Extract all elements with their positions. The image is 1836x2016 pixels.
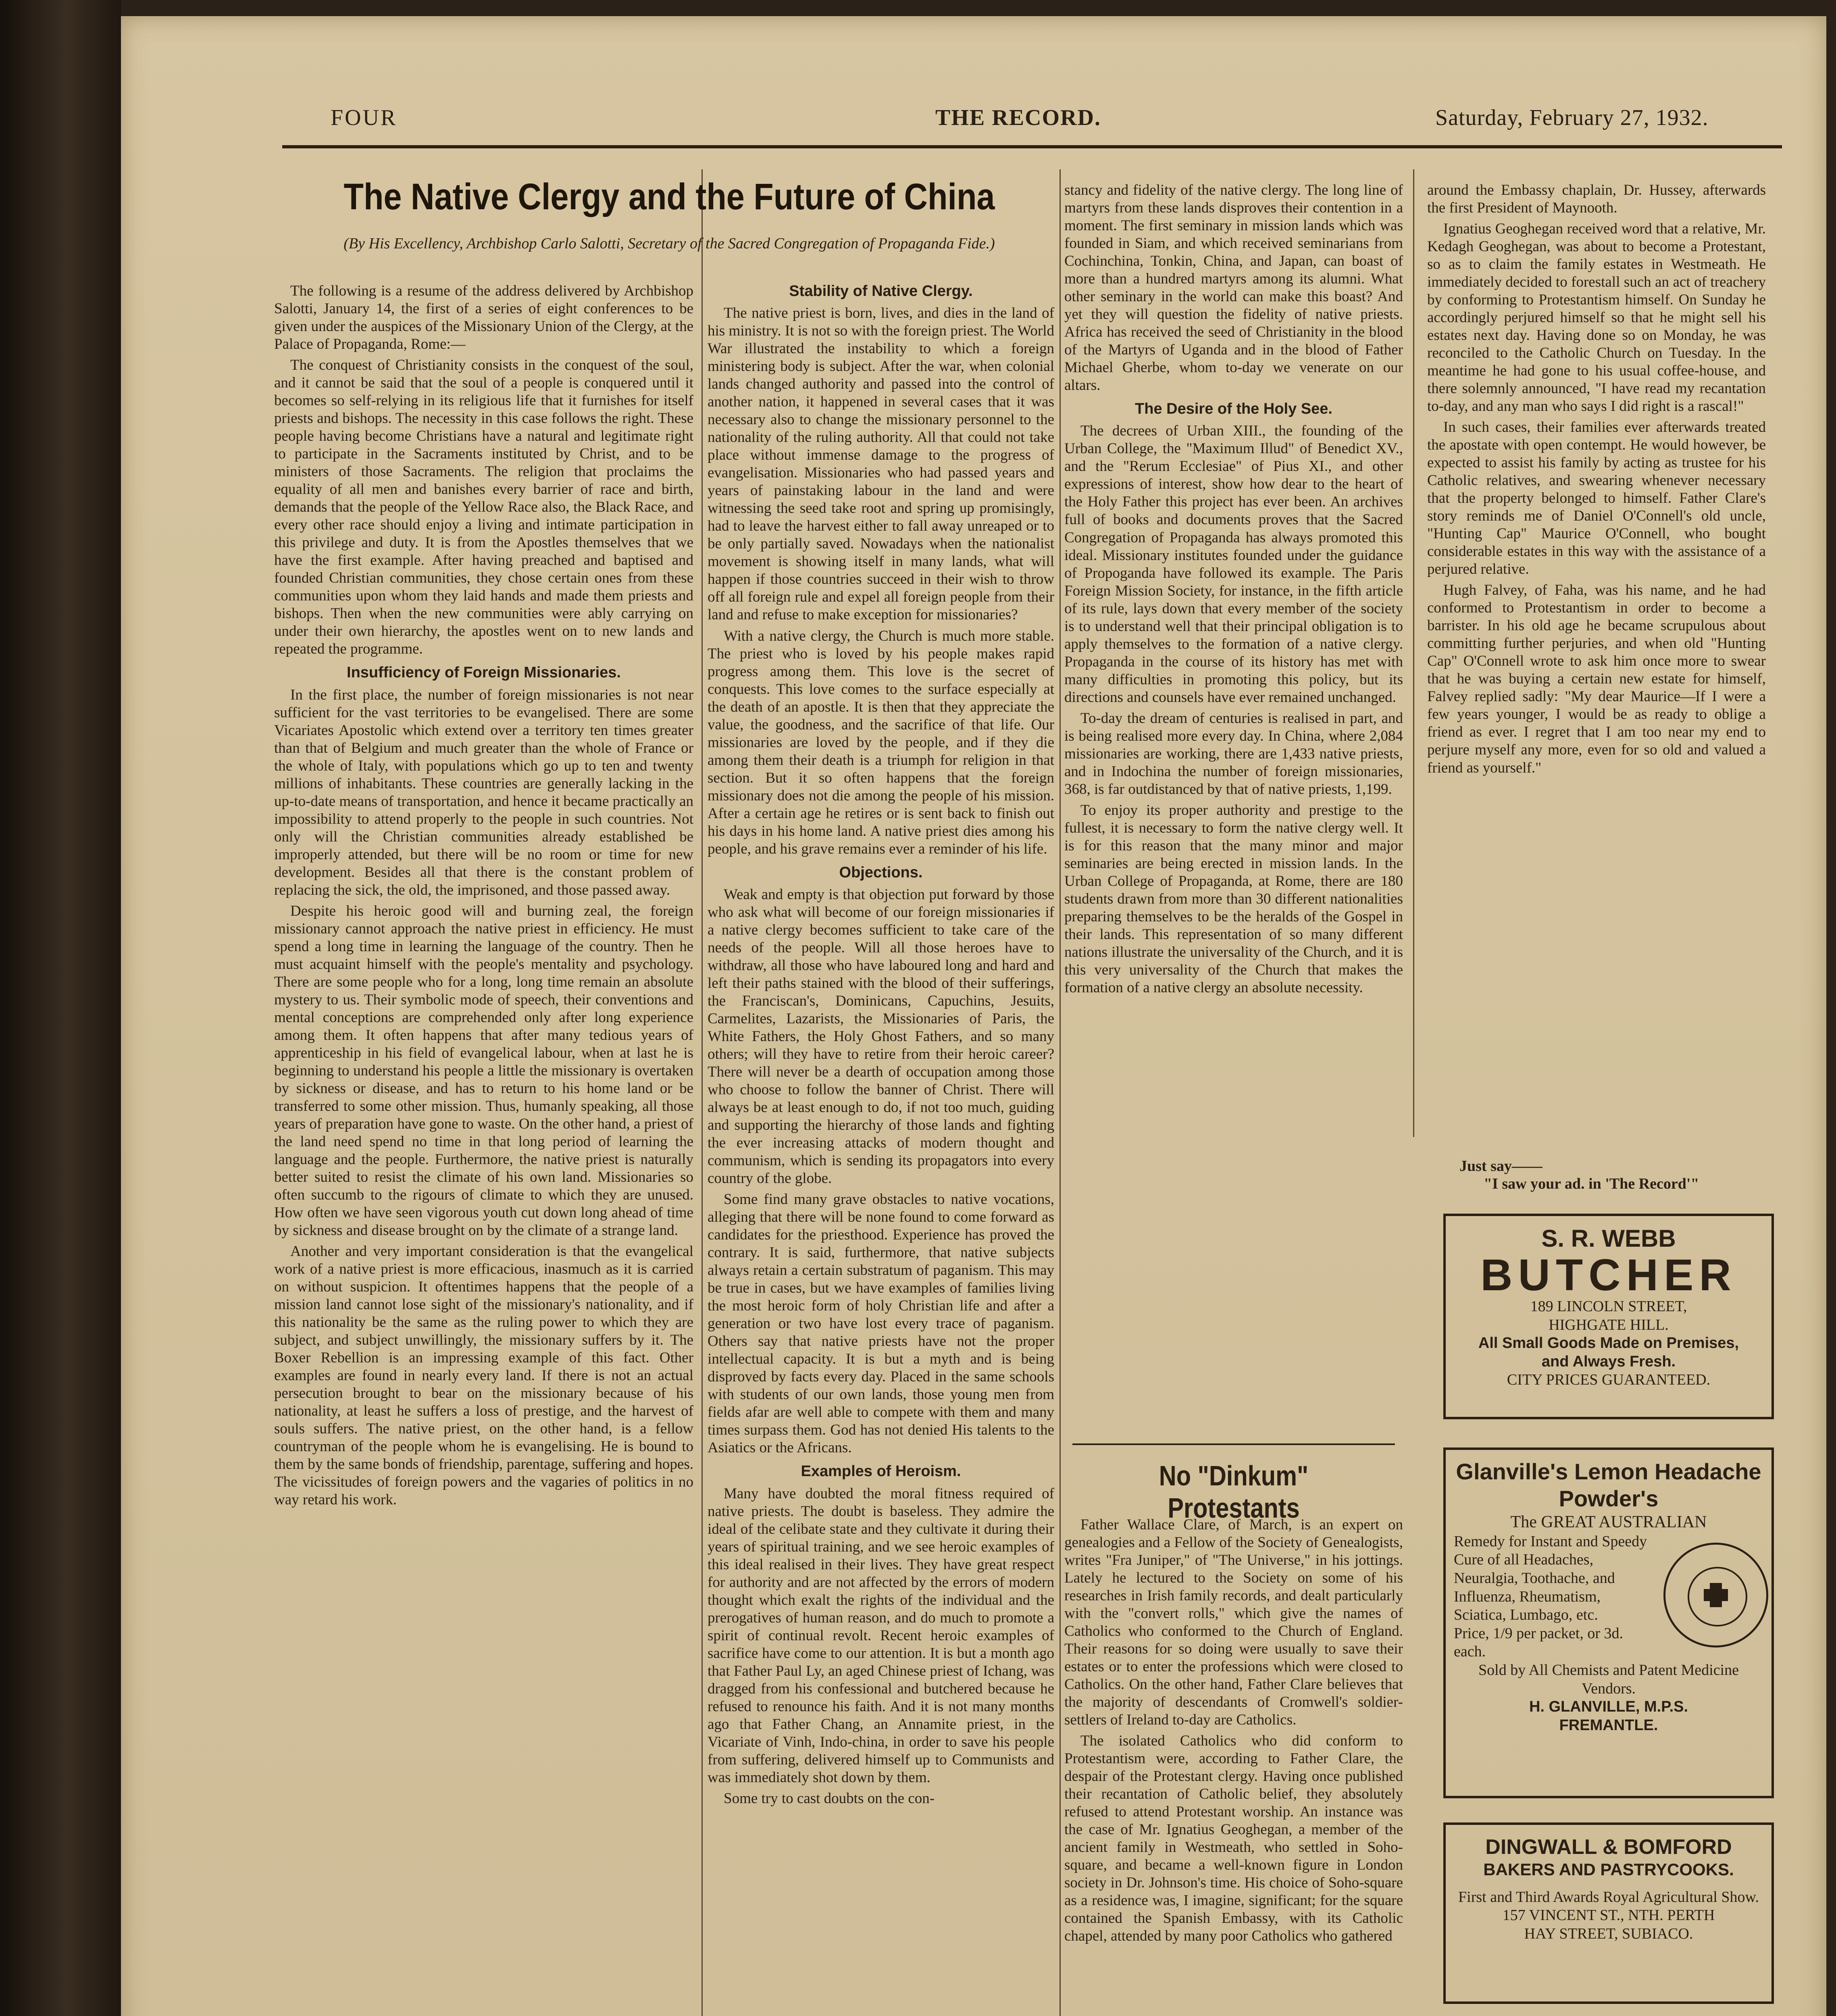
ad-line: HAY STREET, SUBIACO.	[1524, 1925, 1693, 1942]
paragraph: Father Wallace Clare, of March, is an expert on genealogies and a Fellow of the Society of Genealogists, writes "Fra Juniper," of "The Universe," in his jottings. Lately he lectured to the Society on some of his researches in Irish family records, and dealt particularly with the "convert rolls," which give the names of Catholics who conformed to the Church of England. Their reasons for so doing were usually to save their estates or to enter the professions which were closed to Catholics. On the other hand, Father Clare believes that the majority of descendants of Cromwell's soldier-settlers of Ireland to-day are Catholics.	[1064, 1516, 1403, 1729]
seal-logo	[1663, 1543, 1768, 1647]
ad-line: All Small Goods Made on Premises,	[1478, 1335, 1739, 1352]
paragraph: The following is a resume of the address delivered by Archbishop Salotti, January 14, the first of a series of eight conferences to be given under the auspices of the Missionary Union of the Clergy, at the Palace of Propaganda, Rome:—	[274, 283, 693, 353]
column-rule	[1060, 169, 1061, 2016]
paragraph: To-day the dream of centuries is realised in part, and is being realised more every day. In China, where 2,084 missionaries are working, there are 1,433 native priests, and in Indochina the number of foreign missionaries, 368, is far outdistanced by that of native priests, 1,199.	[1064, 710, 1403, 798]
paragraph: Another and very important consideration is that the evangelical work of a native priest is more efficacious, inasmuch as it is carried on without suspicion. It oftentimes happens that the people of a mission land cannot lose sight of the missionary's nationality, and if this nationality be the same as the ruling power to which they are subject, and subject unwillingly, the missionary suffers by it. The Boxer Rebellion is an impressing example of this fact. Other examples are found in nearly every land. If there is not an actual persecution brought to bear on the missionary because of his nationality, at least he suffers a loss of prestige, and the harvest of souls suffers. The native priest, on the other hand, is a fellow countryman of the people whom he is evangelising. He is bound to them by the same bonds of friendship, parentage, suffering and hopes. The vicissitudes of foreign powers and the vagaries of politics in no way retard his work.	[274, 1243, 693, 1508]
subheading: Objections.	[839, 864, 923, 881]
cross-icon	[1710, 1583, 1722, 1607]
ad-webb	[1443, 1214, 1774, 1419]
subheading: Insufficiency of Foreign Missionaries.	[347, 664, 621, 681]
paragraph: The isolated Catholics who did conform to Protestantism were, according to Father Clare, the despair of the Protestant clergy. Having once published their recantation of Catholic belief, they absolutely refused to attend Protestant worship. An instance was the case of Mr. Ignatius Geoghegan, a member of the ancient family in Westmeath, who settled in Soho-square, and became a well-known figure in London society in Dr. Johnson's time. His choice of Soho-square as a residence was, I imagine, significant; for the square contained the Spanish Embassy, with its Catholic chapel, attended by many poor Catholics who gathered	[1064, 1733, 1403, 1945]
subheading: Stability of Native Clergy.	[789, 283, 973, 300]
dinkum-column-continued	[1427, 181, 1766, 1137]
ad-line: CITY PRICES GUARANTEED.	[1507, 1371, 1711, 1389]
subheading: The Desire of the Holy See.	[1135, 400, 1332, 418]
paragraph: To enjoy its proper authority and prestige to the fullest, it is necessary to form the native clergy well. It is for this reason that the many minor and major seminaries are being erected in mission lands. In the Urban College of Propaganda, at Rome, there are 180 students drawn from more than 30 different nationalities preparing themselves to be the heralds of the Gospel in their lands. This representation of so many different nations illustrate the universality of the Church, and it is this very universality of the Church that makes the formation of a native clergy an absolute necessity.	[1064, 802, 1403, 996]
paragraph: Hugh Falvey, of Faha, was his name, and he had conformed to Protestantism in order to become a barrister. In his old age he became scrupulous about committing further perjuries, and when old "Hunting Cap" O'Connell wrote to ask him once more to swear that he was buying a certain new estate for himself, Falvey replied sadly: "My dear Maurice—If I were a few years younger, I would be as ready to oblige a friend as ever. I regret that I am too near my end to perjure myself any more, even for so old and valued a friend as yourself."	[1427, 582, 1766, 776]
article-column-2	[708, 282, 1054, 2016]
just-say-line: Just say——	[1459, 1158, 1542, 1175]
article-column-1	[274, 282, 693, 2016]
ad-line: FREMANTLE.	[1559, 1716, 1658, 1734]
article-title: The Native Clergy and the Future of China	[343, 176, 995, 217]
book-binding	[0, 0, 121, 2016]
paragraph: In the first place, the number of foreign missionaries is not near sufficient for the vast territories to be evangelised. There are some Vicariates Apostolic which extend over a territory ten times greater than that of Belgium and much greater than the whole of France or the whole of Italy, with populations which go up to ten and twenty millions of inhabitants. These countries are generally lacking in the up-to-date means of transportation, and hence it became practically an impossibility to attend properly to the people in such countries. Not only will the Christian communities already established be improperly attended, but there will be no room or time for new development. Besides all that there is the constant problem of replacing the sick, the old, the imprisoned, and those passed away.	[274, 686, 693, 898]
ad-line: First and Third Awards Royal Agricultural Show.	[1458, 1888, 1759, 1906]
ad-name: S. R. WEBB	[1541, 1225, 1676, 1252]
paragraph: Ignatius Geoghegan received word that a relative, Mr. Kedagh Geoghegan, was about to become a Protestant, so as to claim the family estates in Westmeath. He immediately decided to forestall such an act of treachery by conforming to Protestantism himself. On Sunday he accordingly perjured himself so that he might sell his estates next day. Having done so on Monday, he was reconciled to the Catholic Church on Tuesday. In the meantime he had gone to his usual coffee-house, and there solemnly announced, "I have read my recantation to-day, and any man who says I did right is a rascal!"	[1427, 221, 1766, 415]
paragraph: Despite his heroic good will and burning zeal, the foreign missionary cannot approach the native priest in efficiency. He must spend a long time in learning the language of the country. Then he must acquaint himself with the people's mentality and psychology. There are some people who for a long, long time remain an absolute mystery to us. Their symbolic mode of speech, their conventions and mental conceptions are comprehended only after long experience among them. It often happens that after many tedious years of apprenticeship in his field of evangelical labour, when at last he is beginning to understand his people a little the missionary is overtaken by sickness or disease, and has to return to his home land or be transferred to some other mission. Thus, humanly speaking, all those years of preparation have gone to waste. On the other hand, a priest of the land need spend no time in that long period of learning the language and the people. Furthermore, the native priest is naturally better suited to resist the climate of his own land. Missionaries so often succumb to the rigours of climate to which they are unused. How often we have seen vigorous youth cut down long ahead of time by sickness and disease brought on by the climate of a strange land.	[274, 902, 693, 1239]
ad-line: Remedy for Instant and Speedy Cure of all Headaches, Neuralgia, Toothache, and Influenza, Rheumatism, Sciatica, Lumbago, etc.	[1454, 1533, 1647, 1624]
paragraph: With a native clergy, the Church is much more stable. The priest who is loved by his people makes rapid progress among them. This love is the secret of conquests. This love comes to the surface especially at the death of an apostle. It is then that they appreciate the value, the goodness, and the sacrifice of that life. Our missionaries are loved by the people, and if they die among them their death is a triumph for religion in that section. But it so often happens that the foreign missionary does not die among the people of his mission. After a certain age he retires or is sent back to finish out his days in his home land. A native priest dies among his people, and his grave remains ever a reminder of his life.	[708, 627, 1054, 857]
paragraph: In such cases, their families ever afterwards treated the apostate with open contempt. He would however, be expected to assist his family by acting as trustee for his Catholic relatives, and swearing whenever necessary that the property belonged to himself. Father Clare's story reminds me of Daniel O'Connell's old uncle, "Hunting Cap" Maurice O'Connell, who bought considerable estates in this way with the assistance of a perjured relative.	[1427, 419, 1766, 578]
ad-line: Price, 1/9 per packet, or 3d. each.	[1454, 1624, 1623, 1660]
page-number: FOUR	[331, 105, 398, 130]
ad-line: 157 VINCENT ST., NTH. PERTH	[1502, 1907, 1715, 1924]
ad-line: and Always Fresh.	[1541, 1353, 1676, 1370]
ad-trade: BUTCHER	[1480, 1250, 1737, 1300]
ad-name: DINGWALL & BOMFORD	[1485, 1835, 1732, 1859]
ad-line: Sold by All Chemists and Patent Medicine Vendors.	[1478, 1661, 1739, 1697]
paragraph: Many have doubted the moral fitness required of native priests. The doubt is baseless. They admire the ideal of the celibate state and they cultivate it during their years of spiritual training, and we see heroic examples of this ideal realised in their lives. They have great respect for authority and are not affected by the errors of modern thought which exalt the rights of the individual and the prerogatives of human reason, and do much to promote a spirit of continual revolt. Recent heroic examples of sacrifice have come to our attention. It is but a month ago that Father Paul Ly, an aged Chinese priest of Ichang, was dragged from his confessional and butchered because he refused to renounce his faith. And it is not many months ago that Father Chang, an Annamite priest, in the Vicariate of Vinh, Indo-china, in order to save his people from suffering, delivered himself up to Communists and was immediately shot down by them.	[708, 1485, 1054, 1786]
section-rule	[1072, 1443, 1395, 1445]
ad-line: The GREAT AUSTRALIAN	[1510, 1513, 1707, 1532]
ad-line: H. GLANVILLE, M.P.S.	[1529, 1698, 1688, 1716]
paragraph: Some find many grave obstacles to native vocations, alleging that there will be none found to come forward as candidates for the priesthood. Experience has proved the contrary. It is said, furthermore, that native subjects always retain a certain substratum of paganism. This may be true in cases, but we have examples of families living the most heroic form of holy Christian life and after a generation or two have lost every trace of paganism. Others say that native priests have not the proper intellectual capacity. It is but a myth and is being disproved by facts every day. Placed in the same schools with students of our own lands, those young men from fields afar are well able to compete with them and many times surpass them. God has not denied His talents to the Asiatics or the Africans.	[708, 1191, 1054, 1456]
paragraph: Weak and empty is that objection put forward by those who ask what will become of our foreign missionaries if a native clergy becomes sufficient to take care of the needs of the people. Will all those heroes have to withdraw, all those who have laboured long and hard and left their paths stained with the blood of their sufferings, the Franciscan's, Dominicans, Capuchins, Jesuits, Carmelites, Lazarists, the Missionaries of Paris, the White Fathers, the Holy Ghost Fathers, and so many others; will they have to retire from their heroic career? There will never be a dearth of occupation among those who choose to follow the banner of Christ. There will always be at least enough to do, if not too much, guiding and supporting the hierarchy of those lands and fighting the ever increasing attacks of modern thought and communism, which is sending its propagators into every country of the globe.	[708, 886, 1054, 1187]
ad-dingwall	[1443, 1822, 1774, 2004]
ad-line: HIGHGATE HILL.	[1549, 1316, 1669, 1333]
paragraph: The conquest of Christianity consists in the conquest of the soul, and it cannot be said that the soul of a people is conquered until it becomes so self-relying in its religious life that it furnishes for itself priests and bishops. The necessity in this case follows the right. These people having become Christians have a natural and legitimate right to participate in the Sacraments instituted by Christ, and to be ministers of those Sacraments. The religion that proclaims the equality of all men and banishes every barrier of race and birth, demands that the people of the Yellow Race also, the Black Race, and every other race should enjoy a living and intimate participation in this privilege and duty. It is from the Apostles themselves that we have the first example. After having preached and baptised and founded Christian communities, they chose certain ones from these communities upon whom they laid hands and made them priests and bishops. Then when the new communities were ably carrying on under their own hierarchy, the apostles went on to new lands and repeated the programme.	[274, 357, 693, 658]
article-column-3	[1064, 181, 1403, 1443]
column-rule	[702, 169, 703, 2016]
paragraph: The native priest is born, lives, and dies in the land of his ministry. It is not so with the foreign priest. The World War illustrated the instability to which a foreign ministering body is subject. After the war, when colonial lands changed authority and passed into the control of another nation, it happened in several cases that it was necessary also to change the missionary personnel to the nationality of the ruling authority. All that could not take place without immense damage to the progress of evangelisation. Missionaries who had passed years and years of painstaking labour in the land and were witnessing the seed take root and spring up promisingly, had to leave the harvest either to fall away unreaped or to be only partially saved. Nowadays when the nationalist movement is showing itself in many lands, what will happen if those countries succeed in their wish to throw off all foreign rule and expel all foreign people from their land and refuse to make exception for missionaries?	[708, 305, 1054, 623]
ad-trade: BAKERS AND PASTRYCOOKS.	[1483, 1860, 1734, 1879]
issue-date: Saturday, February 27, 1932.	[1435, 105, 1709, 130]
masthead: THE RECORD.	[935, 105, 1101, 130]
dinkum-title: No "Dinkum" Protestants	[1159, 1460, 1309, 1524]
just-say-line: "I saw your ad. in 'The Record'"	[1484, 1175, 1699, 1192]
paragraph: around the Embassy chaplain, Dr. Hussey, afterwards the first President of Maynooth.	[1427, 182, 1766, 217]
ad-line: 189 LINCOLN STREET,	[1530, 1298, 1687, 1315]
column-rule	[1413, 169, 1414, 1137]
paragraph: stancy and fidelity of the native clergy. The long line of martyrs from these lands disproves their contention in a moment. The first seminary in mission lands which was founded in Siam, and which received seminarians from Cochinchina, Tonkin, China, and Japan, can boast of more than a hundred martyrs among its alumni. What other seminary in the world can make this boast? And yet they will question the fidelity of native priests. Africa has received the seed of Christianity in the blood of the Martyrs of Uganda and in the blood of Father Michael Gherbe, whom to-day we venerate on our altars.	[1064, 182, 1403, 394]
subheading: Examples of Heroism.	[801, 1463, 961, 1480]
article-byline: (By His Excellency, Archbishop Carlo Salotti, Secretary of the Sacred Congregation of Propaganda Fide.)	[343, 235, 995, 252]
ad-glanville	[1443, 1447, 1774, 1798]
paragraph: The decrees of Urban XIII., the founding of the Urban College, the "Maximum Illud" of Benedict XV., and the "Rerum Ecclesiae" of Pius XI., and other expressions of interest, show how dear to the heart of the Holy Father this project has ever been. An archives full of books and documents proves that the Sacred Congregation of Propaganda has always promoted this ideal. Missionary institutes founded under the guidance of Propoganda have followed its example. The Paris Foreign Mission Society, for instance, in the fifth article of its rule, lays down that every member of the society is to understand well that their principal obligation is to apply themselves to the formation of a native clergy. Propaganda in the course of its history has met with many difficulties in promoting this policy, but its directions and counsels have ever remained unchanged.	[1064, 423, 1403, 706]
dinkum-column	[1064, 1516, 1403, 2016]
ad-title: Glanville's Lemon Headache Powder's	[1456, 1459, 1761, 1512]
paragraph: Some try to cast doubts on the con-	[724, 1790, 935, 1807]
header-rule	[282, 145, 1782, 148]
just-say-notice	[1459, 1157, 1774, 1193]
